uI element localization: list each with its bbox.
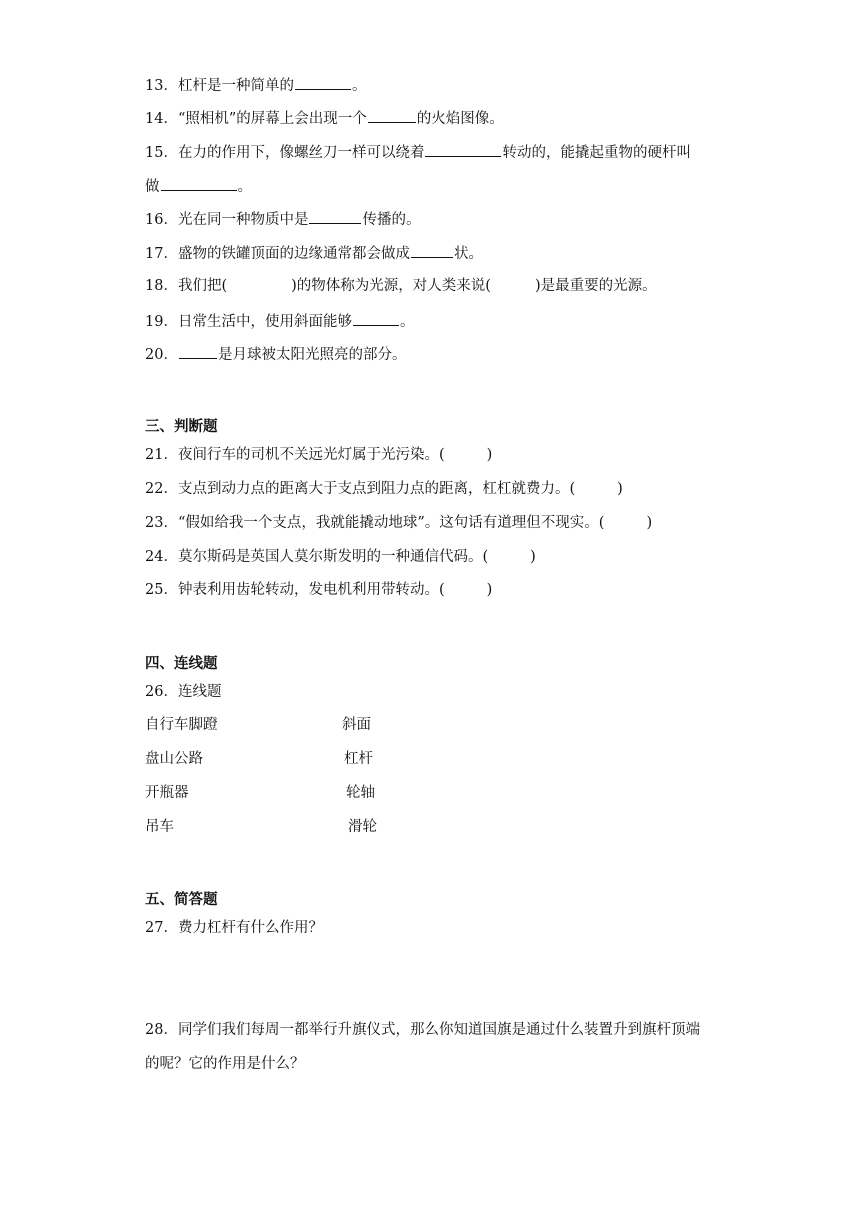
section-heading-matching: 四、连线题: [145, 655, 218, 672]
question-20: 20． 是月球被太阳光照亮的部分。: [145, 344, 406, 364]
question-17: 17．盛物的铁罐顶面的边缘通常都会做成 状。: [145, 243, 483, 263]
question-24: 24．莫尔斯码是英国人莫尔斯发明的一种通信代码。( ): [145, 549, 536, 565]
answer-blank[interactable]: [179, 344, 217, 359]
question-13: 13．杠杆是一种简单的 。: [145, 75, 366, 95]
question-21: 21．夜间行车的司机不关远光灯属于光污染。( ): [145, 447, 493, 463]
answer-blank[interactable]: [368, 108, 416, 123]
answer-blank[interactable]: [411, 243, 453, 258]
question-26: 26．连线题: [145, 684, 222, 700]
match-right-item[interactable]: 斜面: [342, 717, 371, 733]
answer-blank[interactable]: [353, 311, 399, 326]
question-25: 25．钟表利用齿轮转动，发电机利用带转动。( ): [145, 582, 493, 598]
question-18: 18．我们把( )的物体称为光源，对人类来说( )是最重要的光源。: [145, 278, 657, 294]
answer-blank[interactable]: [295, 75, 351, 90]
section-heading-judgement: 三、判断题: [145, 418, 218, 435]
match-left-item[interactable]: 开瓶器: [145, 785, 189, 801]
answer-blank[interactable]: [161, 176, 237, 191]
match-left-item[interactable]: 自行车脚蹬: [145, 717, 218, 733]
question-28: 28．同学们我们每周一都举行升旗仪式，那么你知道国旗是通过什么装置升到旗杆顶端: [145, 1022, 700, 1038]
match-right-item[interactable]: 轮轴: [346, 785, 375, 801]
question-16: 16．光在同一种物质中是 传播的。: [145, 209, 420, 229]
answer-blank[interactable]: [425, 142, 501, 157]
question-19: 19．日常生活中，使用斜面能够 。: [145, 311, 414, 331]
section-heading-short-answer: 五、简答题: [145, 891, 218, 908]
match-right-item[interactable]: 杠杆: [344, 751, 373, 767]
match-left-item[interactable]: 盘山公路: [145, 751, 203, 767]
question-27: 27．费力杠杆有什么作用？: [145, 920, 323, 936]
question-28-continued: 的呢？它的作用是什么？: [145, 1056, 305, 1072]
question-14: 14．“照相机”的屏幕上会出现一个 的火焰图像。: [145, 108, 504, 128]
question-23: 23．“假如给我一个支点，我就能撬动地球”。这句话有道理但不现实。( ): [145, 515, 653, 531]
question-15: 15．在力的作用下，像螺丝刀一样可以绕着 转动的，能撬起重物的硬杆叫: [145, 142, 691, 162]
question-15-continued: 做 。: [145, 176, 252, 196]
match-right-item[interactable]: 滑轮: [348, 819, 377, 835]
question-22: 22．支点到动力点的距离大于支点到阻力点的距离，杠杠就费力。( ): [145, 481, 623, 497]
match-left-item[interactable]: 吊车: [145, 819, 174, 835]
answer-blank[interactable]: [309, 209, 361, 224]
